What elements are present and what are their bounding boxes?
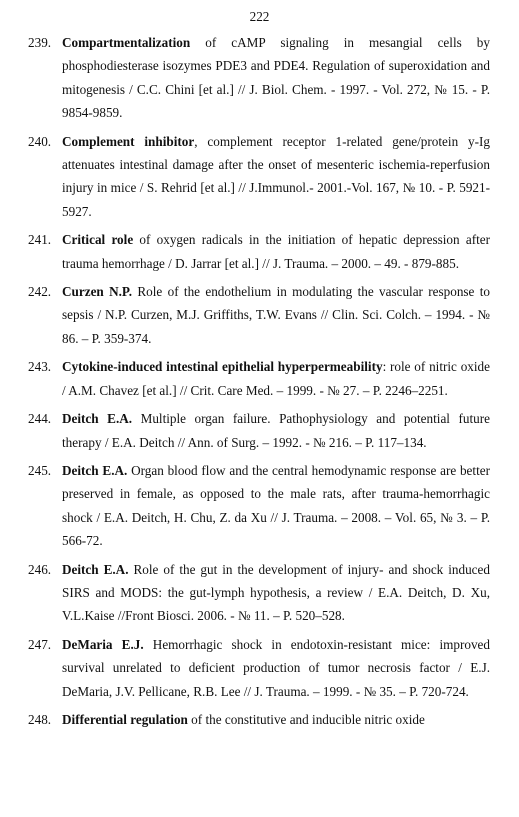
page-number: 222 — [249, 9, 270, 24]
reference-number: 242. — [28, 284, 52, 300]
reference-text — [62, 558, 490, 628]
reference-number: 247. — [28, 636, 52, 652]
reference-item — [0, 633, 519, 703]
reference-number: 243. — [28, 359, 52, 375]
reference-text — [62, 355, 490, 402]
reference-body: Multiple organ failure. Pathophysiology and potential future therapy / E.A. Deitch // Ann. of Surg. – 1992. - № 216. – P. 117–134. — [62, 411, 490, 450]
reference-text — [62, 280, 490, 350]
reference-lead: Compartmentalization — [62, 35, 191, 50]
reference-lead: DeMaria E.J. — [62, 636, 144, 652]
reference-lead: Deitch E.A. — [62, 462, 128, 478]
reference-text — [62, 407, 490, 454]
reference-lead: Differential regulation — [62, 711, 188, 727]
reference-text — [62, 459, 490, 553]
reference-text — [62, 130, 490, 224]
reference-item — [0, 355, 519, 402]
reference-text — [62, 31, 490, 125]
reference-number: 241. — [28, 232, 52, 248]
reference-number: 240. — [28, 133, 52, 149]
reference-text — [62, 228, 490, 275]
reference-lead: Deitch E.A. — [62, 411, 133, 427]
reference-body: , complement receptor 1-related gene/protein y-Ig attenuates intestinal damage after the onset of mesenteric ischemia-reperfusion injury in mice / S. Rehrid [et al.] // J.Immunol.- 2001.-Vol. 167, № 10. - P. 5921-5927. — [62, 133, 490, 219]
reference-body: of cAMP signaling in mesangial cells by phosphodiesterase isozymes PDE3 and PDE4. Regulation of superoxidation and mitogenesis / C.C. Chini [et al.] // J. Biol. Chem. - 1997. - Vol. 272, № 15. - P. 9854-9859. — [62, 35, 490, 121]
reference-body: of oxygen radicals in the initiation of hepatic depression after trauma hemorrhage / D. Jarrar [et al.] // J. Trauma. – 2000. – 49. - 879-885. — [62, 232, 491, 271]
reference-item — [0, 558, 519, 628]
reference-body: : role of nitric oxide / A.M. Chavez [et al.] // Crit. Care Med. – 1999. - № 27. – P. 2246–2251. — [62, 359, 491, 398]
reference-body: Role of the endothelium in modulating the vascular response to sepsis / N.P. Curzen, M.J. Griffiths, T.W. Evans // Clin. Sci. Colch. – 1994. - № 86. – P. 359-374. — [62, 284, 490, 346]
reference-item — [0, 459, 519, 553]
reference-number: 246. — [28, 561, 52, 577]
reference-lead: Deitch E.A. — [62, 561, 129, 577]
reference-body: Organ blood flow and the central hemodynamic response are better preserved in female, as opposed to the male rats, after trauma-hemorrhagic shock / E.A. Deitch, H. Chu, Z. da Xu // J. Trauma. – 2008. – Vol. 65, № 3. – P. 566-72. — [62, 462, 490, 549]
reference-item — [0, 130, 519, 224]
reference-item — [0, 280, 519, 350]
reference-item — [0, 228, 519, 275]
reference-item — [0, 31, 519, 125]
reference-body: Hemorrhagic shock in endotoxin-resistant mice: improved survival unrelated to deficient production of tumor necrosis factor / E.J. DeMaria, J.V. Pellicane, R.B. Lee // J. Trauma. – 1999. - № 35. – P. 720-724. — [62, 636, 490, 699]
reference-lead: Cytokine-induced intestinal epithelial hyperpermeability — [62, 359, 383, 375]
reference-body: Role of the gut in the development of injury- and shock induced SIRS and MODS: the gut-lymph hypothesis, a review / E.A. Deitch, D. Xu, V.L.Kaise //Front Biosci. 2006. - № 11. – P. 520–528. — [62, 561, 490, 624]
reference-lead: Critical role — [62, 232, 134, 248]
reference-number: 245. — [28, 462, 52, 478]
reference-number: 239. — [28, 35, 52, 50]
reference-list — [0, 31, 519, 736]
reference-text — [62, 708, 490, 731]
reference-item — [0, 708, 519, 731]
reference-body: of the constitutive and inducible nitric oxide — [187, 711, 425, 727]
reference-text — [62, 633, 490, 703]
reference-lead: Complement inhibitor — [62, 133, 195, 149]
reference-lead: Curzen N.P. — [62, 284, 133, 300]
reference-number: 248. — [28, 711, 52, 727]
reference-item — [0, 407, 519, 454]
reference-number: 244. — [28, 411, 52, 427]
